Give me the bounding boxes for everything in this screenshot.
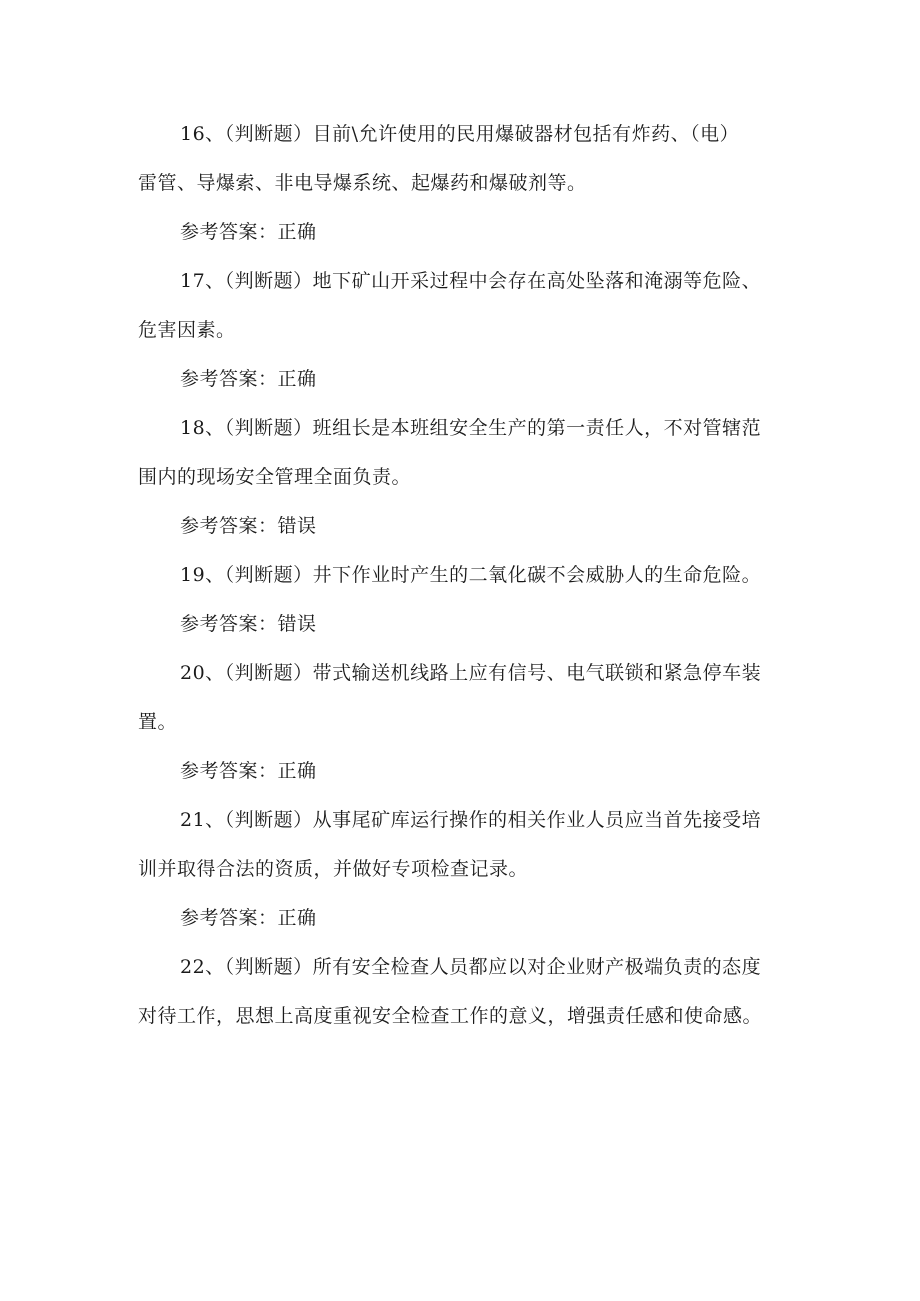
question-text-line: 危害因素。 <box>138 319 236 341</box>
reference-answer: 参考答案：错误 <box>180 515 317 537</box>
question-18 <box>138 404 790 551</box>
question-22 <box>138 943 790 1041</box>
reference-answer: 参考答案：正确 <box>180 907 317 929</box>
question-text-line: 17、（判断题）地下矿山开采过程中会存在高处坠落和淹溺等危险、 <box>180 270 762 292</box>
question-text-line: 20、（判断题）带式输送机线路上应有信号、电气联锁和紧急停车装 <box>180 662 762 684</box>
question-text-line: 18、（判断题）班组长是本班组安全生产的第一责任人，不对管辖范 <box>180 417 762 439</box>
question-text-line: 围内的现场安全管理全面负责。 <box>138 466 412 488</box>
reference-answer: 参考答案：正确 <box>180 368 317 390</box>
reference-answer: 参考答案：错误 <box>180 613 317 635</box>
reference-answer: 参考答案：正确 <box>180 760 317 782</box>
question-21 <box>138 796 790 943</box>
question-text-line: 对待工作，思想上高度重视安全检查工作的意义，增强责任感和使命感。 <box>138 1005 763 1027</box>
question-text-line: 训并取得合法的资质，并做好专项检查记录。 <box>138 858 529 880</box>
reference-answer: 参考答案：正确 <box>180 221 317 243</box>
question-text-line: 21、（判断题）从事尾矿库运行操作的相关作业人员应当首先接受培 <box>180 809 762 831</box>
question-17 <box>138 257 790 404</box>
question-19 <box>138 551 790 649</box>
question-text-line: 16、（判断题）目前\允许使用的民用爆破器材包括有炸药、（电） <box>180 123 740 145</box>
question-16 <box>138 110 790 257</box>
question-list <box>138 110 790 1041</box>
question-text-line: 19、（判断题）井下作业时产生的二氧化碳不会威胁人的生命危险。 <box>180 564 762 586</box>
question-text-line: 22、（判断题）所有安全检查人员都应以对企业财产极端负责的态度 <box>180 956 762 978</box>
question-text-line: 雷管、导爆索、非电导爆系统、起爆药和爆破剂等。 <box>138 172 587 194</box>
question-20 <box>138 649 790 796</box>
question-text-line: 置。 <box>138 711 178 733</box>
